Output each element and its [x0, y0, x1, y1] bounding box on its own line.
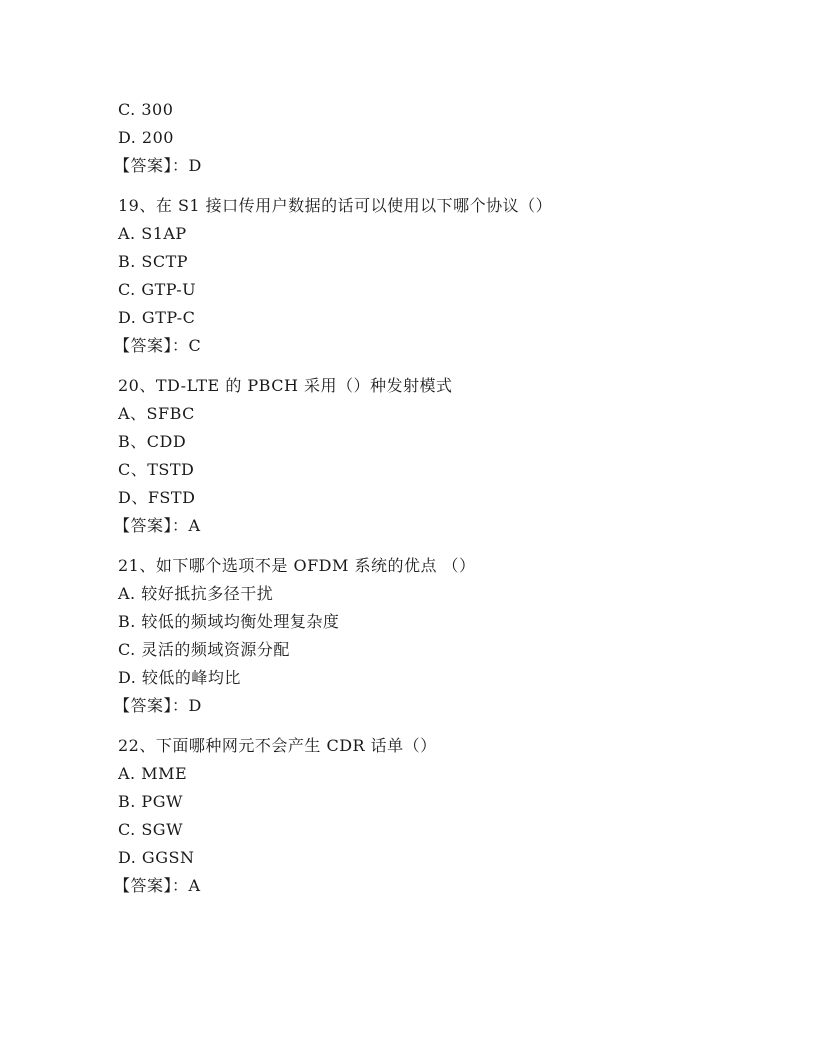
- question-stem: 22、下面哪种网元不会产生 CDR 话单（）: [118, 736, 437, 755]
- option-a: A. MME: [118, 764, 188, 783]
- question-stem: 20、TD-LTE 的 PBCH 采用（）种发射模式: [118, 376, 453, 395]
- question-22: [114, 732, 738, 900]
- option-c: C. 灵活的频域资源分配: [118, 640, 290, 659]
- question-19: [114, 192, 738, 360]
- answer-line: 【答案】：A: [114, 876, 201, 895]
- question-stem: 19、在 S1 接口传用户数据的话可以使用以下哪个协议（）: [118, 196, 553, 215]
- option-c: C. GTP-U: [118, 280, 197, 299]
- question-list: [114, 96, 738, 900]
- option-d: D. 较低的峰均比: [118, 668, 241, 687]
- option-c: C. SGW: [118, 820, 184, 839]
- option-a: A、SFBC: [118, 404, 195, 423]
- option-a: A. S1AP: [118, 224, 187, 243]
- answer-line: 【答案】：A: [114, 516, 201, 535]
- option-b: B、CDD: [118, 432, 187, 451]
- answer-line: 【答案】：D: [114, 696, 202, 715]
- option-d: D. GTP-C: [118, 308, 196, 327]
- question-20: [114, 372, 738, 540]
- question-stem: 21、如下哪个选项不是 OFDM 系统的优点 （）: [118, 556, 476, 575]
- option-c: C. 300: [118, 100, 174, 119]
- option-b: B. PGW: [118, 792, 183, 811]
- option-b: B. SCTP: [118, 252, 189, 271]
- question-21: [114, 552, 738, 720]
- option-d: D、FSTD: [118, 488, 196, 507]
- question-18-tail: [114, 96, 738, 180]
- answer-line: 【答案】：D: [114, 156, 202, 175]
- option-a: A. 较好抵抗多径干扰: [118, 584, 274, 603]
- option-b: B. 较低的频域均衡处理复杂度: [118, 612, 340, 631]
- answer-line: 【答案】：C: [114, 336, 202, 355]
- option-d: D. GGSN: [118, 848, 195, 867]
- option-c: C、TSTD: [118, 460, 195, 479]
- option-d: D. 200: [118, 128, 174, 147]
